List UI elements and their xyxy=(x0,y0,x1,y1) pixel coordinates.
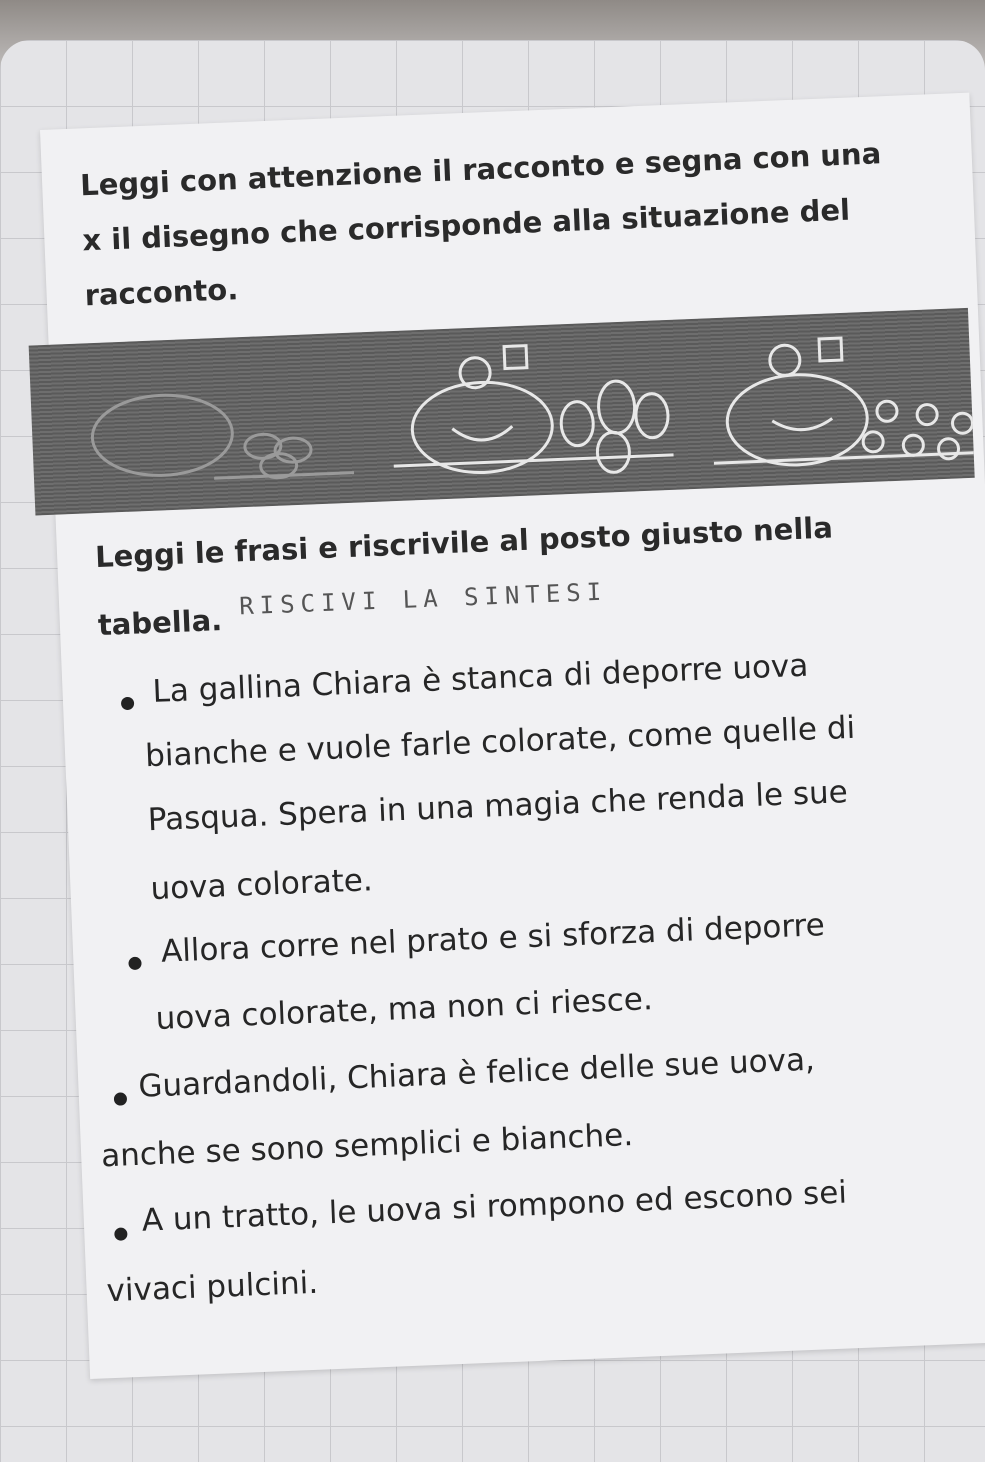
panel-hen-white-eggs xyxy=(91,388,354,485)
instruction-line-2: x il disegno che corrisponde alla situazione del xyxy=(81,192,851,258)
instruction-line-3: racconto. xyxy=(83,272,239,313)
sentence-1-line-4: uova colorate. xyxy=(149,862,374,908)
task-line-1: Leggi le frasi e riscrivile al posto giusto nella xyxy=(94,510,834,575)
bullet-3 xyxy=(114,1092,128,1106)
story-illustration xyxy=(29,308,975,516)
panel-hen-chicks xyxy=(709,333,974,468)
sentence-4-line-2: vivaci pulcini. xyxy=(105,1264,319,1310)
sentence-4-line-1: A un tratto, le uova si rompono ed escono sei xyxy=(141,1174,848,1239)
sentence-3-line-2: anche se sono semplici e bianche. xyxy=(100,1117,634,1175)
instruction-line-1: Leggi con attenzione il racconto e segna con una xyxy=(79,136,882,203)
exercise-sheet xyxy=(40,93,985,1379)
task-line-2: tabella. xyxy=(97,603,223,643)
sentence-1-line-2: bianche e vuole farle colorate, come quelle di xyxy=(144,709,856,775)
sentence-2-line-1: Allora corre nel prato e si sforza di deporre xyxy=(160,907,826,970)
sentence-3-line-1: Guardandoli, Chiara è felice delle sue uova, xyxy=(137,1041,816,1105)
panel-hen-easter-eggs xyxy=(389,340,674,481)
checkbox-panel-3 xyxy=(819,338,842,361)
bullet-1 xyxy=(121,697,135,711)
bullet-4 xyxy=(114,1227,128,1241)
sentence-2-line-2: uova colorate, ma non ci riesce. xyxy=(155,981,654,1038)
checkbox-panel-2 xyxy=(504,346,527,369)
handwritten-note: RISCIVI LA SINTESI xyxy=(238,577,608,621)
illustration-drawing xyxy=(29,308,975,516)
sentence-1-line-3: Pasqua. Spera in una magia che renda le sue xyxy=(147,774,849,839)
bullet-2 xyxy=(128,957,142,971)
sentence-1-line-1: La gallina Chiara è stanca di deporre uova xyxy=(151,647,809,710)
